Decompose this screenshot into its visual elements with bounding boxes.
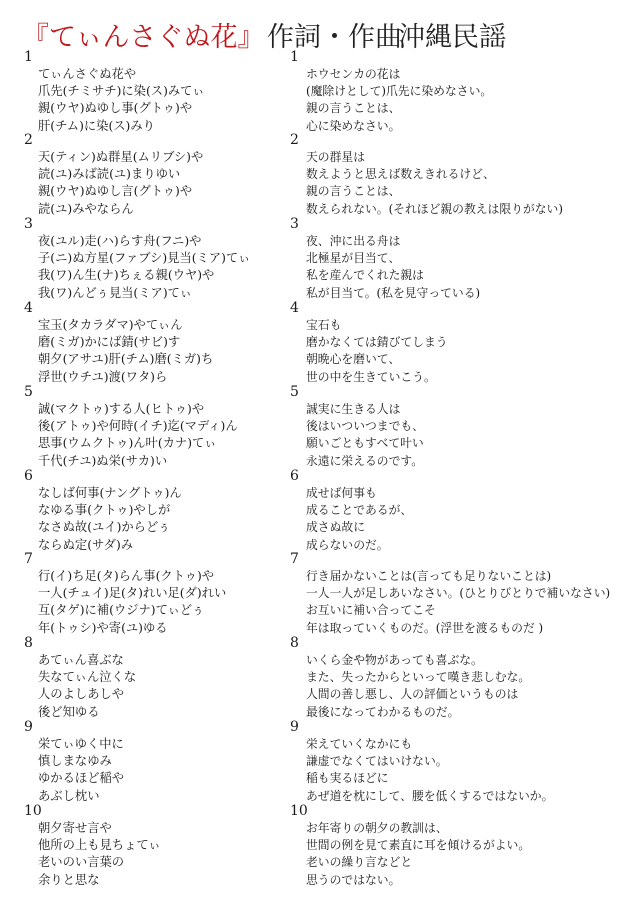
lyrics-verse: [24, 385, 238, 470]
verse-number: 2: [24, 132, 33, 148]
translation-line: 天の群星は: [306, 150, 365, 164]
translation-verse: [290, 133, 563, 218]
translation-line: 行き届かないことは(言っても足りないことは): [306, 569, 552, 583]
lyrics-verse: [24, 469, 182, 554]
translation-line: 成ることであるが、: [306, 503, 413, 518]
lyrics-line: あてぃん喜ぶな: [38, 653, 124, 667]
verse-number: 6: [290, 468, 299, 484]
translation-line: 世間の例を見て素直に耳を傾けるがよい。: [306, 838, 531, 853]
lyrics-line: 親(ウヤ)ぬゆし事(グトゥ)や: [38, 101, 193, 116]
verse-number: 7: [290, 551, 299, 567]
lyrics-line: 朝夕(アサユ)肝(チム)磨(ミガ)ち: [38, 352, 214, 367]
lyrics-line: 互(タゲ)に補(ウジナ)てぃどぅ: [38, 603, 205, 618]
verse-number: 10: [24, 803, 42, 819]
translation-line: 年は取っていくものだ。(浮世を渡るものだ ): [306, 620, 544, 635]
lyrics-line: 我(ワ)ん生(ナ)ちぇる親(ウヤ)や: [38, 268, 215, 283]
verse-number: 4: [290, 300, 299, 316]
verse-number: 6: [24, 468, 33, 484]
verse-number: 10: [290, 803, 308, 819]
lyrics-line: 余りと思な: [38, 872, 100, 887]
translation-verse: [290, 720, 553, 805]
lyrics-line: 読(ユ)みば読(ユ)まりゆい: [38, 167, 181, 182]
verse-number: 7: [24, 551, 33, 567]
translation-verse: [290, 385, 424, 470]
verse-number: 8: [24, 635, 33, 651]
translation-verse: [290, 217, 480, 302]
lyrics-line: 年(トゥシ)や寄(ユ)ゆる: [38, 620, 168, 635]
lyrics-line: 後ど知ゆる: [38, 704, 100, 719]
lyrics-line: 老いのい言葉の: [38, 855, 125, 870]
translation-line: 私を産んでくれた親は: [306, 268, 424, 283]
lyrics-line: 人のよしあしや: [38, 687, 125, 702]
translation-line: 数えようと思えば数えきれるけど、: [306, 167, 495, 182]
lyrics-verse: [24, 133, 203, 218]
lyrics-line: 浮世(ウチユ)渡(ワタ)ら: [38, 369, 168, 384]
translation-line: 親の言うことは、: [306, 101, 401, 116]
lyrics-verse: [24, 636, 136, 721]
translation-line: お年寄りの朝夕の教訓は、: [306, 821, 448, 835]
verse-number: 9: [290, 719, 299, 735]
translation-line: 老いの繰り言などと: [306, 855, 413, 870]
translation-line: 磨かなくては錆びてしまう: [306, 335, 448, 350]
lyrics-line: なしば何事(ナングトゥ)ん: [38, 486, 182, 500]
lyrics-line: 失なてぃん泣くな: [38, 670, 137, 685]
translation-line: いくら金や物があっても喜ぶな。: [306, 653, 483, 667]
verse-number: 2: [290, 132, 299, 148]
lyrics-line: ゆかるほど稲や: [38, 771, 125, 786]
translation-line: 成らないのだ。: [306, 537, 389, 552]
translation-line: 謙虚でなくてはいけない。: [306, 754, 448, 769]
verse-number: 1: [24, 49, 33, 65]
lyrics-line: 千代(チユ)ぬ栄(サカ)い: [38, 453, 168, 468]
lyrics-line: 栄てぃゆく中に: [38, 737, 124, 751]
translation-line: 宝石も: [306, 318, 342, 332]
translation-line: 稲も実るほどに: [306, 771, 389, 786]
lyrics-line: あぶし枕い: [38, 788, 100, 803]
lyrics-line: なゆる事(クトゥ)やしが: [38, 503, 171, 518]
lyrics-line: 肝(チム)に染(ス)みり: [38, 118, 155, 133]
translation-line: 最後になってわかるものだ。: [306, 704, 460, 719]
translation-line: 永遠に栄えるのです。: [306, 453, 424, 468]
translation-line: また、失ったからといって嘆き悲しむな。: [306, 670, 531, 685]
verse-number: 4: [24, 300, 33, 316]
translation-line: 世の中を生きていこう。: [306, 369, 436, 384]
verse-number: 3: [24, 216, 33, 232]
lyrics-line: 夜(ユル)走(ハ)らす舟(フニ)や: [38, 234, 202, 248]
translation-line: 私が目当て。(私を見守っている): [306, 285, 481, 300]
translation-verse: [290, 636, 530, 721]
lyrics-line: 磨(ミガ)かにば錆(サビ)す: [38, 335, 181, 350]
credit-label: 作詞・作曲: [267, 22, 402, 53]
translation-line: 親の言うことは、: [306, 184, 401, 199]
translation-line: (魔除けとして)爪先に染めなさい。: [306, 84, 493, 99]
lyrics-line: 思事(ウムクトゥ)ん叶(カナ)てぃ: [38, 436, 217, 451]
lyrics-verse: [24, 217, 250, 302]
translation-verse: [290, 301, 448, 386]
lyrics-line: なさぬ故(ユイ)からどぅ: [38, 520, 171, 535]
translation-verse: [290, 50, 492, 135]
translation-line: 人間の善し悪し、人の評価というものは: [306, 687, 519, 702]
translation-line: お互いに補い合ってこそ: [306, 603, 436, 618]
lyrics-line: 慎しまなゆみ: [38, 754, 112, 769]
lyrics-line: 天(ティン)ぬ群星(ムリブシ)や: [38, 150, 204, 164]
verse-number: 5: [24, 384, 33, 400]
lyrics-line: てぃんさぐぬ花や: [38, 67, 137, 81]
lyrics-verse: [24, 804, 161, 889]
lyrics-line: 朝夕寄せ言や: [38, 821, 112, 835]
lyrics-line: 読(ユ)みやならん: [38, 201, 134, 216]
translation-line: 成せば何事も: [306, 486, 377, 500]
lyrics-line: 我(ワ)んどぅ見当(ミア)てぃ: [38, 285, 192, 300]
lyrics-line: 一人(チュイ)足(タ)れい足(ダ)れい: [38, 586, 227, 601]
lyrics-line: 行(イ)ち足(タ)らん事(クトゥ)や: [38, 569, 215, 583]
lyrics-verse: [24, 50, 205, 135]
translation-line: ホウセンカの花は: [306, 67, 401, 81]
lyrics-line: 親(ウヤ)ぬゆし言(グトゥ)や: [38, 184, 193, 199]
lyrics-line: 他所の上も見ちょてぃ: [38, 838, 161, 853]
verse-number: 9: [24, 719, 33, 735]
translation-line: 願いごともすべて叶い: [306, 436, 424, 451]
origin-label: 沖縄民謡: [398, 22, 506, 53]
translation-line: 誠実に生きる人は: [306, 402, 401, 416]
lyrics-line: 誠(マクトゥ)する人(ヒトゥ)や: [38, 402, 205, 416]
translation-line: 栄えていくなかにも: [306, 737, 413, 751]
translation-line: 成さぬ故に: [306, 520, 365, 535]
lyrics-line: 宝玉(タカラダマ)やてぃん: [38, 318, 183, 332]
translation-line: 心に染めなさい。: [306, 118, 401, 133]
verse-number: 5: [290, 384, 299, 400]
verse-number: 3: [290, 216, 299, 232]
translation-line: 北極星が目当て、: [306, 251, 401, 266]
translation-verse: [290, 552, 610, 637]
translation-line: 一人一人が足しあいなさい。(ひとりびとりで補いなさい): [306, 586, 611, 601]
lyrics-line: 後(アトゥ)や何時(イチ)迄(マディ)ん: [38, 419, 238, 434]
lyrics-line: 子(ニ)ぬ方星(ファブシ)見当(ミア)てぃ: [38, 251, 251, 266]
song-title: 『てぃんさぐぬ花』: [22, 22, 265, 53]
lyrics-line: ならぬ定(サダ)み: [38, 537, 134, 552]
lyrics-verse: [24, 301, 213, 386]
verse-number: 1: [290, 49, 299, 65]
translation-line: 後はいついつまでも、: [306, 419, 424, 434]
translation-line: 朝晩心を磨いて、: [306, 352, 401, 367]
lyrics-verse: [24, 720, 124, 805]
verse-number: 8: [290, 635, 299, 651]
lyrics-line: 爪先(チミサチ)に染(ス)みてぃ: [38, 84, 205, 99]
translation-line: 夜、沖に出る舟は: [306, 234, 401, 248]
translation-verse: [290, 804, 530, 889]
translation-line: 数えられない。(それほど親の教えは限りがない): [306, 201, 563, 216]
translation-verse: [290, 469, 412, 554]
translation-line: あぜ道を枕にして、腰を低くするではないか。: [306, 788, 554, 803]
translation-line: 思うのではない。: [306, 872, 401, 887]
lyrics-verse: [24, 552, 226, 637]
